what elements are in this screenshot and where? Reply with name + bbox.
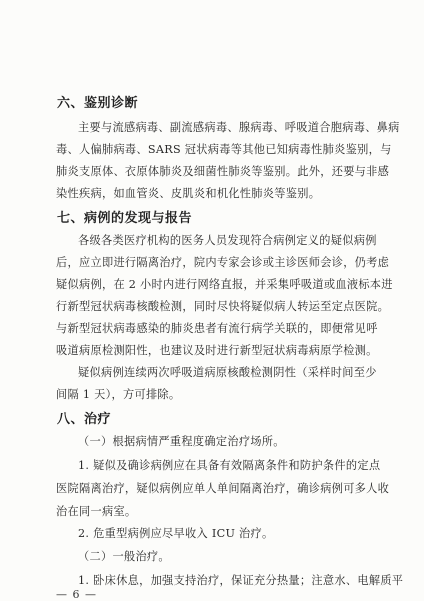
paragraph-line: 吸道病原检测阳性，也建议及时进行新型冠状病毒病原学检测。 <box>56 344 378 357</box>
paragraph-line: 2. 危重型病例应尽早收入 ICU 治疗。 <box>78 527 274 540</box>
paragraph-line: 染性疾病，如血管炎、皮肌炎和机化性肺炎等鉴别。 <box>56 187 321 200</box>
paragraph-line: 医院隔离治疗，疑似病例应单人单间隔离治疗，确诊病例可多人收 <box>56 482 390 495</box>
section-heading-treatment: 八、治疗 <box>57 412 112 427</box>
paragraph-line: 主要与流感病毒、副流感病毒、腺病毒、呼吸道合胞病毒、鼻病 <box>78 121 400 134</box>
paragraph-line: 与新型冠状病毒感染的肺炎患者有流行病学关联的，即便常见呼 <box>56 322 378 335</box>
page-number: — 6 — <box>56 588 97 601</box>
paragraph-line: 毒、人偏肺病毒、SARS 冠状病毒等其他已知病毒性肺炎鉴别，与 <box>56 143 392 156</box>
paragraph-line: 治在同一病室。 <box>56 505 137 518</box>
paragraph-line: 后，应立即进行隔离治疗，院内专家会诊或主诊医师会诊，仍考虑 <box>56 256 390 269</box>
subsection-heading: （一）根据病情严重程度确定治疗场所。 <box>78 435 285 448</box>
paragraph-line: 疑似病例连续两次呼吸道病原核酸检测阴性（采样时间至少 <box>78 366 377 379</box>
paragraph-line: 行新型冠状病毒核酸检测，同时尽快将疑似病人转运至定点医院。 <box>56 300 390 313</box>
paragraph-line: 间隔 1 天），方可排除。 <box>56 388 181 401</box>
paragraph-line: 疑似病例，在 2 小时内进行网络直报，并采集呼吸道或血液标本进 <box>56 278 393 291</box>
paragraph-line: 各级各类医疗机构的医务人员发现符合病例定义的疑似病例 <box>78 234 377 247</box>
paragraph-line: 1. 疑似及确诊病例应在具备有效隔离条件和防护条件的定点 <box>78 459 381 472</box>
paragraph-line: 1. 卧床休息，加强支持治疗，保证充分热量；注意水、电解质平 <box>78 574 404 587</box>
subsection-heading: （二）一般治疗。 <box>78 550 170 563</box>
paragraph-line: 肺炎支原体、衣原体肺炎及细菌性肺炎等鉴别。此外，还要与非感 <box>56 165 390 178</box>
section-heading-case-discovery: 七、病例的发现与报告 <box>57 211 193 226</box>
section-heading-differential-diagnosis: 六、鉴别诊断 <box>57 96 139 111</box>
